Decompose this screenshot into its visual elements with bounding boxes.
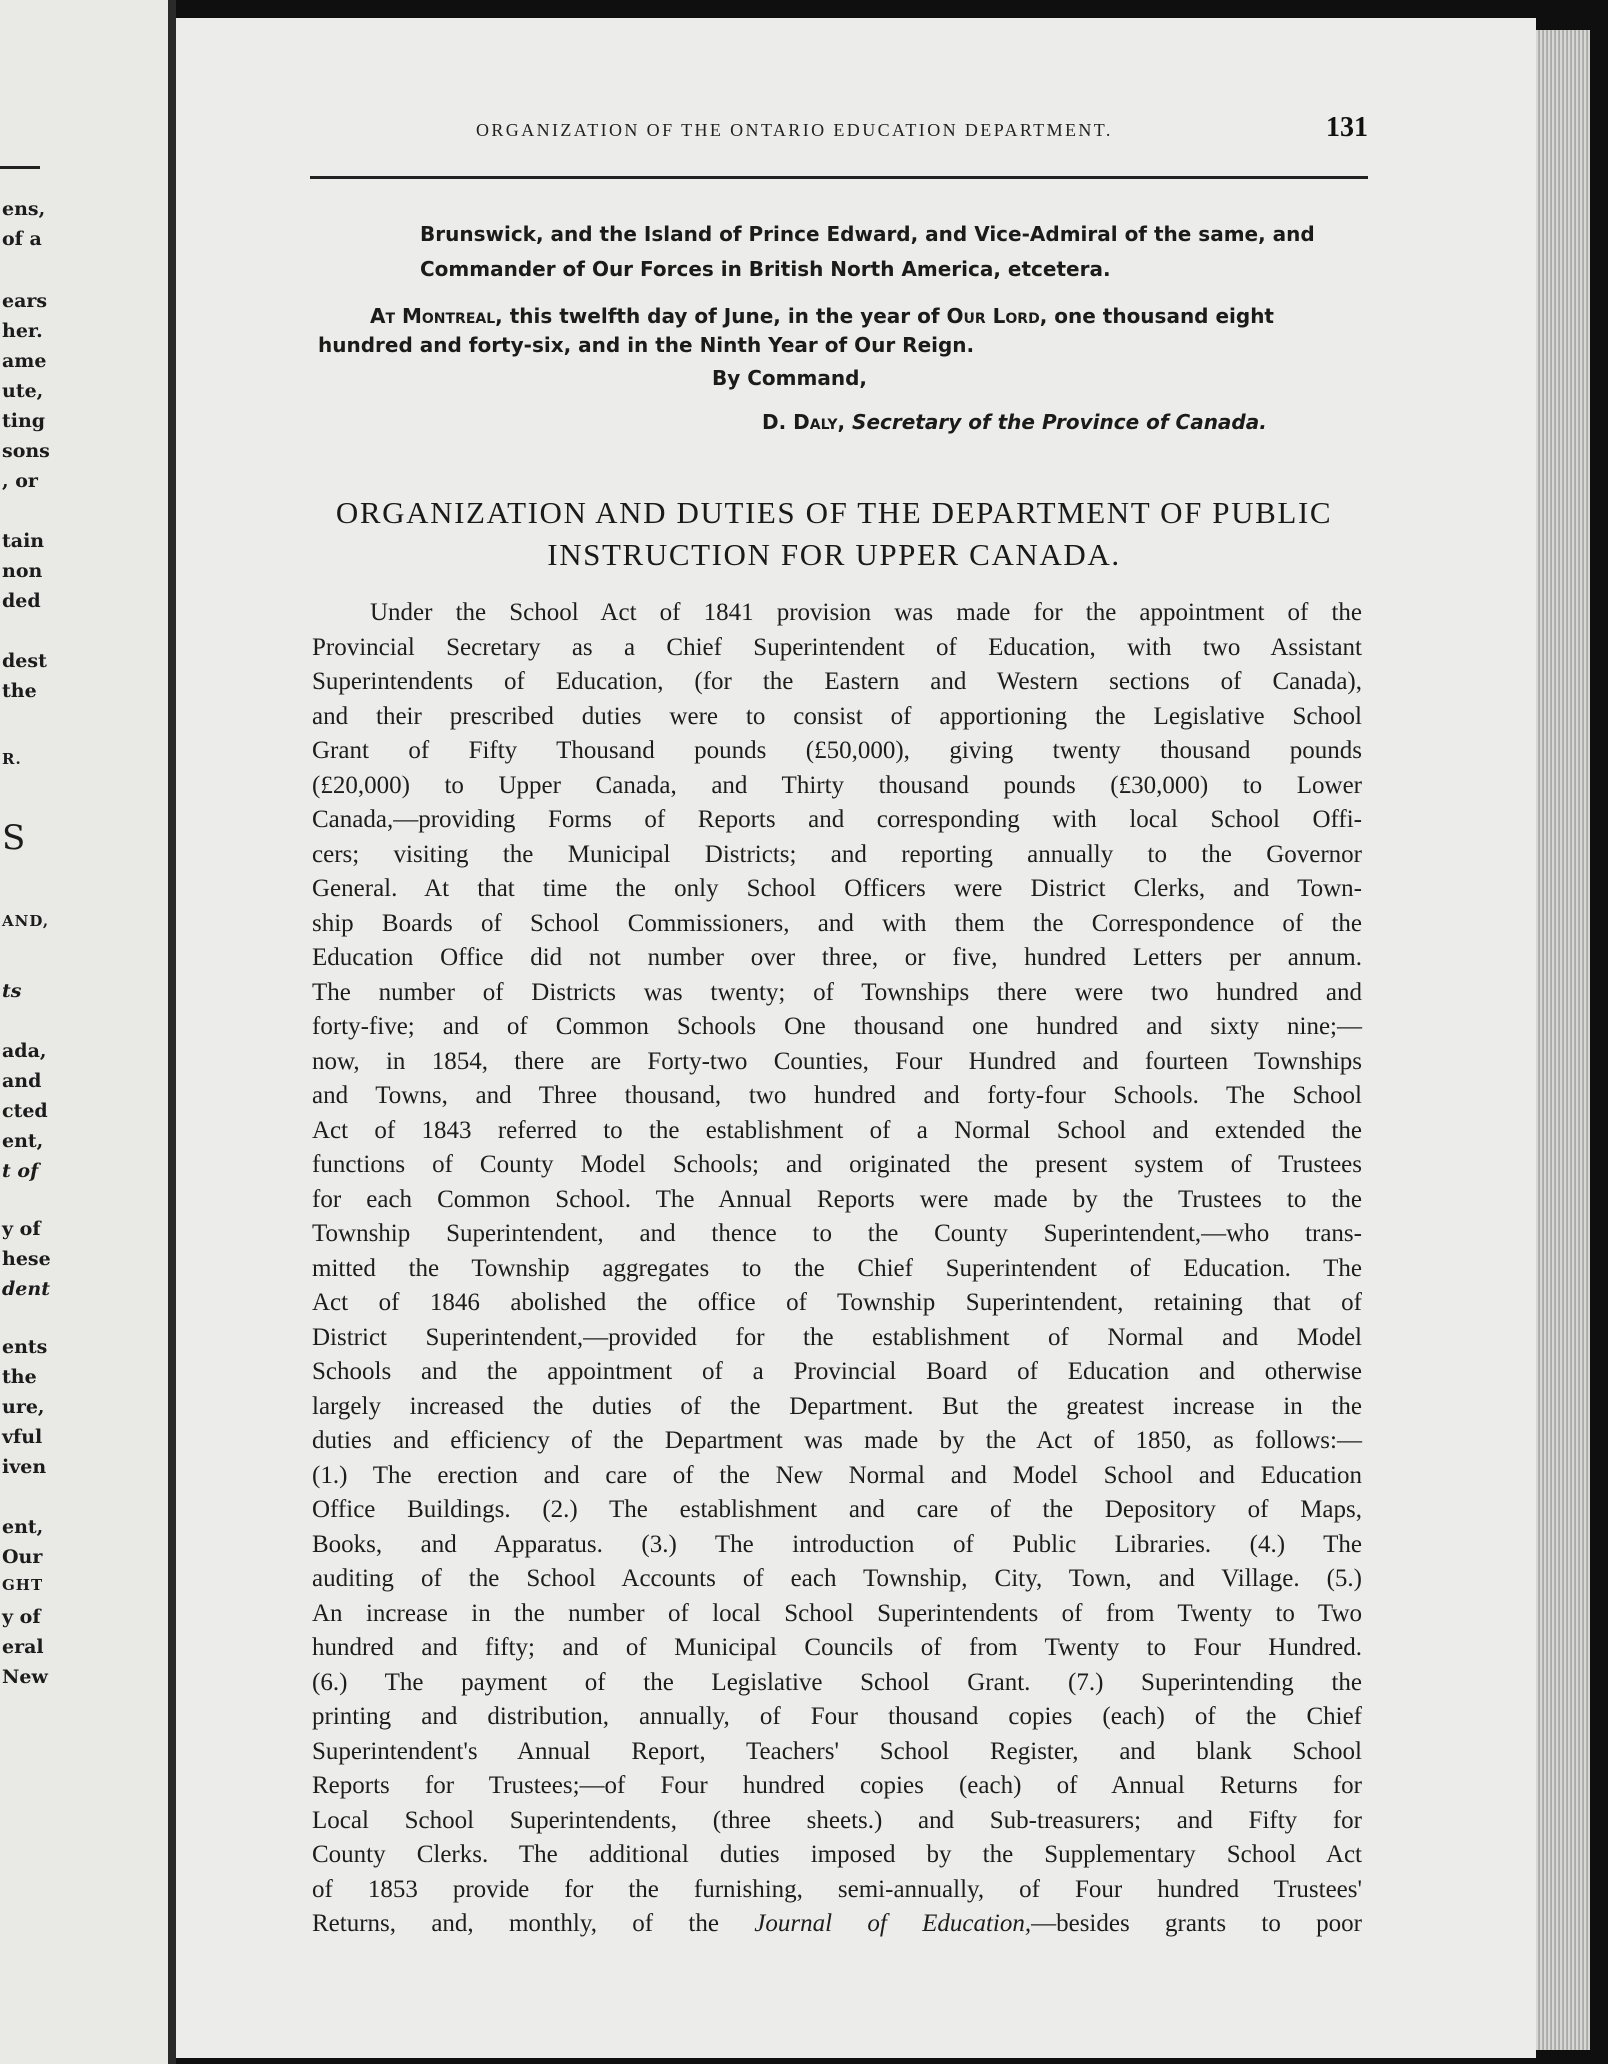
journal-title: Journal of Education, [754,1910,1032,1937]
previous-page-fragment: dest [2,650,47,672]
previous-page-fragment: ded [2,590,41,612]
body-line: auditing of the School Accounts of each Township, City, Town, and Village. (5.) [312,1565,1362,1592]
previous-page-fragment: hese [2,1248,51,1270]
body-paragraph [312,596,1362,1942]
previous-page-fragment: ears [2,290,48,312]
proclamation-line-1: Brunswick, and the Island of Prince Edward, and Vice-Admiral of the same, and [420,222,1315,246]
previous-page-fragment: eral [2,1636,44,1658]
previous-page-fragment: , or [2,470,38,492]
body-line: Office Buildings. (2.) The establishment and care of the Depository of Maps, [312,1496,1362,1523]
body-line: Provincial Secretary as a Chief Superintendent of Education, with two Assistant [312,633,1362,661]
previous-page-fragment: AND, [2,912,50,930]
previous-page-fragment: dent [2,1278,50,1300]
previous-page-fragment: y of [2,1606,41,1628]
previous-page-fragment: the [2,680,37,702]
previous-page-fragment: the [2,1366,37,1388]
page-number: 131 [1326,112,1368,143]
body-line: Local School Superintendents, (three sheets.) and Sub-treasurers; and Fifty for [312,1806,1362,1834]
header-rule [310,176,1368,179]
previous-page-fragment: S [2,818,26,858]
previous-page-fragment: iven [2,1456,47,1478]
previous-page-rule [0,166,40,169]
body-line: hundred and fifty; and of Municipal Councils of from Twenty to Four Hundred. [312,1634,1362,1661]
section-title [300,492,1368,576]
body-line: Education Office did not number over three, or five, hundred Letters per annum. [312,944,1362,971]
body-line: and their prescribed duties were to consist of apportioning the Legislative School [312,702,1362,730]
body-line: Reports for Trustees;—of Four hundred copies (each) of Annual Returns for [312,1772,1362,1799]
body-line: Books, and Apparatus. (3.) The introduction of Public Libraries. (4.) The [312,1530,1362,1558]
body-line: forty-five; and of Common Schools One thousand one hundred and sixty nine;— [312,1013,1362,1040]
body-line: duties and efficiency of the Department was made by the Act of 1850, as follows:— [312,1427,1362,1454]
body-line: and Towns, and Three thousand, two hundred and forty-four Schools. The School [312,1082,1362,1109]
previous-page-fragment: ame [2,350,47,372]
proclamation-line-2: Commander of Our Forces in British North America, etcetera. [420,257,1111,281]
previous-page-fragment: ting [2,410,46,432]
previous-page-edge [0,0,168,2064]
body-line: (6.) The payment of the Legislative School Grant. (7.) Superintending the [312,1668,1362,1696]
body-line: Act of 1843 referred to the establishment of a Normal School and extended the [312,1116,1362,1144]
signer-title: Secretary of the Province of Canada. [852,410,1267,434]
previous-page-fragment: and [2,1070,42,1092]
body-line: Schools and the appointment of a Provincial Board of Education and otherwise [312,1358,1362,1385]
body-line: largely increased the duties of the Department. But the greatest increase in the [312,1392,1362,1420]
date-text: this twelfth day of June, in the year of [502,304,947,328]
previous-page-fragment: New [2,1666,48,1688]
body-line: functions of County Model Schools; and originated the present system of Trustees [312,1151,1362,1178]
previous-page-fragment: Our [2,1546,43,1568]
body-line: The number of Districts was twenty; of Townships there were two hundred and [312,978,1362,1006]
body-line: now, in 1854, there are Forty-two Counties, Four Hundred and fourteen Townships [312,1047,1362,1075]
proclamation-line-3 [370,304,1274,328]
body-line: County Clerks. The additional duties imposed by the Supplementary School Act [312,1841,1362,1868]
running-head [300,112,1368,152]
our-lord: Our Lord, [946,304,1048,328]
signer-name: D. Daly, [762,410,846,434]
body-line: General. At that time the only School Officers were District Clerks, and Town- [312,875,1362,902]
previous-page-fragment: ure, [2,1396,45,1418]
previous-page-fragment: ents [2,1336,48,1358]
previous-page-fragment: vful [2,1426,43,1448]
section-title-line-1: ORGANIZATION AND DUTIES OF THE DEPARTMENT OF PUBLIC [335,495,1333,530]
previous-page-fragment: GHT [2,1576,44,1594]
body-line: for each Common School. The Annual Reports were made by the Trustees to the [312,1185,1362,1213]
body-line: (£20,000) to Upper Canada, and Thirty thousand pounds (£30,000) to Lower [312,771,1362,799]
body-line: printing and distribution, annually, of Four thousand copies (each) of the Chief [312,1703,1362,1730]
body-line: Canada,—providing Forms of Reports and corresponding with local School Offi- [312,806,1362,833]
last-line-end: —besides grants to poor [1031,1910,1363,1937]
previous-page-fragment: t of [2,1160,39,1182]
previous-page-fragment: ute, [2,380,44,402]
body-line: ship Boards of School Commissioners, and with them the Correspondence of the [312,909,1362,937]
previous-page-fragment: non [2,560,43,582]
book-gutter [168,0,176,2064]
body-line: District Superintendent,—provided for the establishment of Normal and Model [312,1323,1362,1351]
by-command: By Command, [712,366,867,390]
body-line [312,1907,1362,1942]
body-line: (1.) The erection and care of the New Normal and Model School and Education [312,1461,1362,1489]
body-line: Under the School Act of 1841 provision was made for the appointment of the [370,599,1362,626]
signature-line [762,410,1267,434]
previous-page-fragment: ent, [2,1516,44,1538]
section-title-line-2: INSTRUCTION FOR UPPER CANADA. [547,537,1121,572]
previous-page-fragment: R. [2,750,22,768]
previous-page-fragment: of a [2,228,42,250]
body-line: An increase in the number of local School Superintendents of from Twenty to Two [312,1599,1362,1627]
previous-page-fragment: ts [2,980,22,1002]
page-stack-edge [1536,30,1590,2050]
place-name: At Montreal, [370,304,503,328]
previous-page-fragment: her. [2,320,43,342]
body-line: Grant of Fifty Thousand pounds (£50,000), giving twenty thousand pounds [312,737,1362,764]
body-line: cers; visiting the Municipal Districts; and reporting annually to the Governor [312,840,1362,868]
previous-page-fragment: sons [2,440,50,462]
previous-page-fragment: ens, [2,198,46,220]
running-title: ORGANIZATION OF THE ONTARIO EDUCATION DEPARTMENT. [476,120,1113,140]
body-lines [312,596,1362,1907]
previous-page-fragment: ada, [2,1040,47,1062]
body-line: Township Superintendent, and thence to the County Superintendent,—who trans- [312,1220,1362,1247]
year-text: one thousand eight [1047,304,1274,328]
previous-page-fragment: y of [2,1218,41,1240]
proclamation-line-4: hundred and forty-six, and in the Ninth Year of Our Reign. [318,333,975,357]
previous-page-fragment: cted [2,1100,48,1122]
body-line: Superintendent's Annual Report, Teachers' School Register, and blank School [312,1737,1362,1765]
previous-page-fragment: ent, [2,1130,44,1152]
previous-page-fragment: tain [2,530,45,552]
body-line: Superintendents of Education, (for the Eastern and Western sections of Canada), [312,668,1362,695]
body-line: Act of 1846 abolished the office of Township Superintendent, retaining that of [312,1289,1362,1316]
last-line-start: Returns, and, monthly, of the [312,1910,755,1937]
body-line: mitted the Township aggregates to the Chief Superintendent of Education. The [312,1254,1362,1282]
body-line: of 1853 provide for the furnishing, semi-annually, of Four hundred Trustees' [312,1875,1362,1903]
